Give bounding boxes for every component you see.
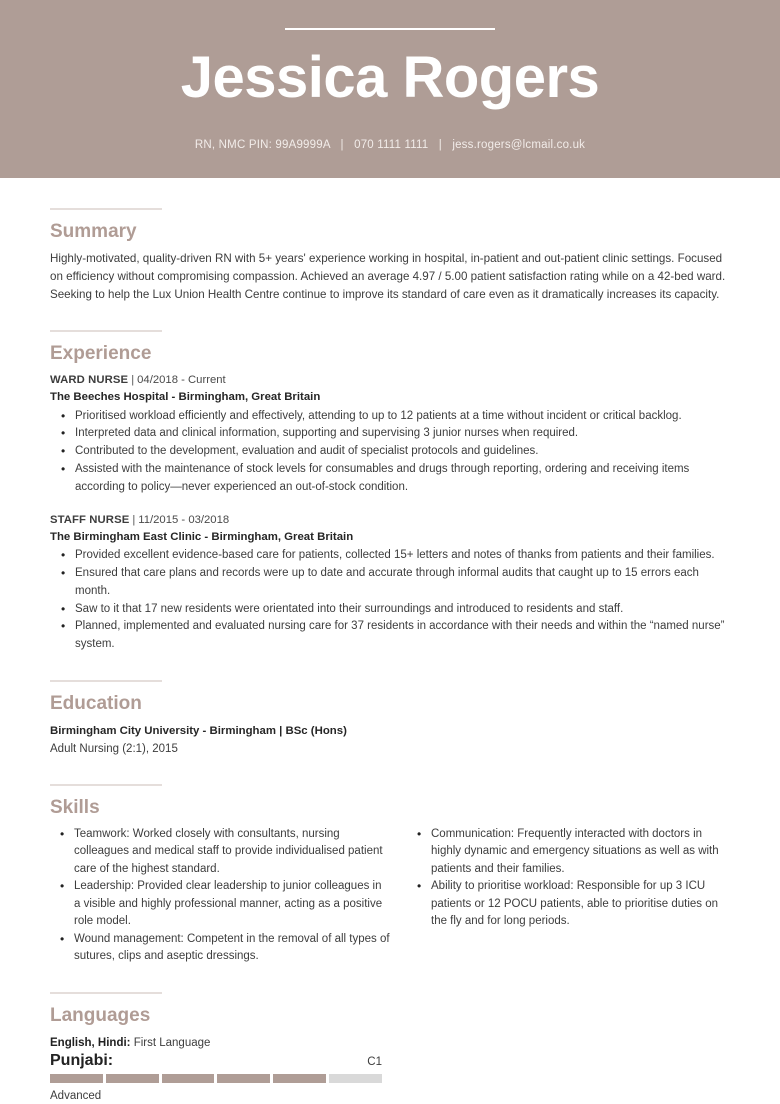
skills-column-left (50, 826, 390, 966)
job-organisation: The Birmingham East Clinic - Birmingham, Great Britain (50, 530, 354, 543)
list-item: • Communication: Frequently interacted with doctors in highly dynamic and emergency situations as well as with patients and their families. (407, 826, 730, 878)
list-item: • Ability to prioritise workload: Responsible for up 3 ICU patients or 12 POCU patients, able to prioritise duties on the fly and for long periods. (407, 878, 730, 930)
section-skills (50, 784, 730, 965)
language-level-caption: Advanced (50, 1090, 102, 1103)
skills-bullet-list (50, 826, 390, 966)
section-title-summary: Summary (50, 220, 137, 242)
job-role: STAFF NURSE (50, 513, 130, 526)
list-item: • Interpreted data and clinical information, supporting and supervising 3 junior nurses when required. (50, 425, 730, 443)
job-separator: | (132, 513, 136, 526)
list-item: • Leadership: Provided clear leadership to junior colleagues in a visible and highly professional manner, acting as a positive role model. (50, 878, 390, 930)
contact-line (0, 139, 780, 151)
list-item: • Teamwork: Worked closely with consultants, nursing colleagues and medical staff to provide individualised patient care of the highest standard. (50, 826, 390, 878)
language-rated-name: Punjabi: (50, 1052, 114, 1070)
language-first-value: First Language (130, 1036, 211, 1049)
experience-entry-heading (50, 372, 730, 389)
language-rated-row (50, 1052, 382, 1070)
section-divider (50, 680, 162, 682)
job-separator: | (131, 373, 135, 386)
page-title: Jessica Rogers (180, 45, 600, 110)
job-organisation: The Beeches Hospital - Birmingham, Great Britain (50, 390, 321, 403)
skills-column-right (390, 826, 730, 966)
language-level-code: C1 (367, 1056, 382, 1069)
section-divider (50, 208, 162, 210)
resume-body (0, 208, 780, 1102)
list-item: • Prioritised workload efficiently and effectively, attending to up to 12 patients at a time without incident or critical backlog. (50, 408, 730, 426)
section-title-experience: Experience (50, 342, 152, 364)
section-divider (50, 992, 162, 994)
section-divider (50, 784, 162, 786)
list-item: • Assisted with the maintenance of stock levels for consumables and drugs through reporting, ordering and receiving items according to policy—never experienced an out-of-stock condition. (50, 461, 730, 497)
skills-bullet-list (407, 826, 730, 931)
skills-columns (50, 826, 730, 966)
job-dates: 04/2018 - Current (137, 373, 226, 386)
summary-text: Highly-motivated, quality-driven RN with 5+ years' experience working in hospital, in-patient and out-patient clinic settings. Focused on efficiency without compromising compassion. Achieved an average 4.97 / 5.00 patient satisfaction rating while on a 42-bed ward. Seeking to help the Lux Union Health Centre continue to improve its standard of care even as it dramatically increases its capacity. (50, 251, 726, 302)
experience-entry (50, 372, 730, 497)
section-title-education: Education (50, 692, 142, 714)
contact-separator-1: | (340, 138, 344, 151)
spacer (50, 499, 730, 512)
proficiency-segment (50, 1074, 103, 1083)
list-item: • Planned, implemented and evaluated nursing care for 37 residents in accordance with their needs and within the “named nurse” system. (50, 618, 730, 654)
job-role: WARD NURSE (50, 373, 129, 386)
job-dates: 11/2015 - 03/2018 (138, 513, 230, 526)
language-first (50, 1034, 730, 1052)
experience-entry-heading (50, 512, 730, 529)
proficiency-segment (162, 1074, 215, 1083)
list-item: • Contributed to the development, evaluation and audit of specialist protocols and guidelines. (50, 443, 730, 461)
language-first-names: English, Hindi: (50, 1036, 131, 1049)
contact-separator-2: | (438, 138, 442, 151)
list-item: • Ensured that care plans and records were up to date and accurate through informal audits that caught up to 15 errors each month. (50, 565, 730, 601)
list-item: • Wound management: Competent in the removal of all types of sutures, clips and aseptic dressings. (50, 931, 390, 966)
resume-header (0, 0, 780, 178)
job-bullet-list (50, 408, 730, 497)
proficiency-segment (329, 1074, 382, 1083)
header-divider-line (285, 28, 495, 30)
job-bullet-list (50, 547, 730, 654)
education-detail: Adult Nursing (2:1), 2015 (50, 742, 178, 755)
education-entry (50, 722, 730, 759)
proficiency-segment (106, 1074, 159, 1083)
section-title-languages: Languages (50, 1004, 151, 1026)
section-education (50, 680, 730, 758)
list-item: • Saw to it that 17 new residents were orientated into their surroundings and introduced to residents and staff. (50, 601, 730, 619)
education-institution: Birmingham City University - Birmingham | BSc (Hons) (50, 724, 347, 737)
proficiency-segment (273, 1074, 326, 1083)
contact-credentials: RN, NMC PIN: 99A9999A (194, 138, 331, 151)
contact-phone: 070 1111 1111 (354, 138, 429, 151)
language-proficiency-bar (50, 1074, 382, 1083)
list-item: • Provided excellent evidence-based care for patients, collected 15+ letters and notes of thanks from patients and their families. (50, 547, 730, 565)
section-title-skills: Skills (50, 796, 100, 818)
section-divider (50, 330, 162, 332)
section-summary (50, 208, 730, 304)
section-languages (50, 992, 730, 1102)
proficiency-segment (217, 1074, 270, 1083)
section-experience (50, 330, 730, 654)
contact-email: jess.rogers@lcmail.co.uk (452, 138, 586, 151)
experience-entry (50, 512, 730, 654)
